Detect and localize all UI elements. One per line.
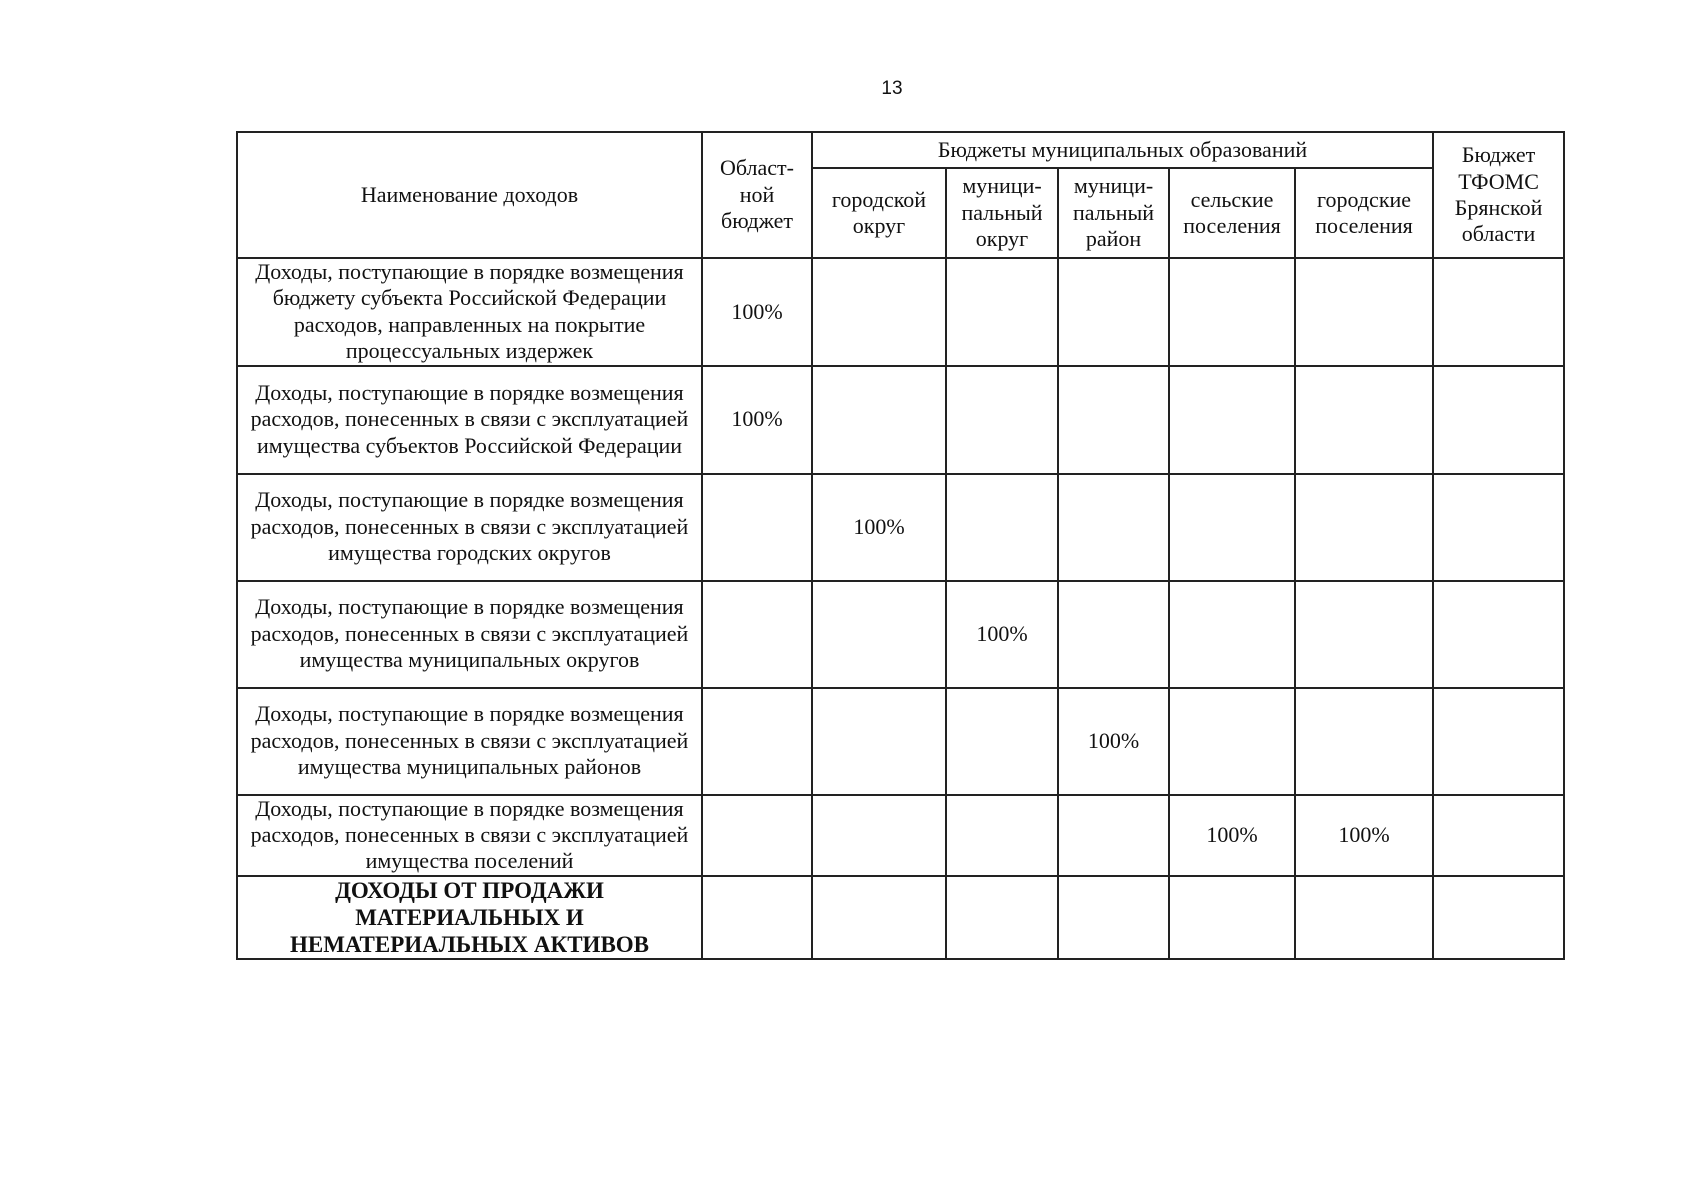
header-regional-budget: Област- ной бюджет xyxy=(702,132,812,258)
revenue-name-cell: Доходы, поступающие в порядке возмещения расходов, понесенных в связи с эксплуатацией имущества муниципальных районов xyxy=(237,688,702,795)
table-row xyxy=(237,688,1564,795)
share-cell xyxy=(1058,366,1169,474)
share-cell xyxy=(1295,581,1433,688)
share-cell xyxy=(1169,474,1295,581)
share-cell xyxy=(1058,876,1169,959)
revenue-name-cell: Доходы, поступающие в порядке возмещения расходов, понесенных в связи с эксплуатацией имущества субъектов Российской Федерации xyxy=(237,366,702,474)
share-cell xyxy=(1295,876,1433,959)
table-row xyxy=(237,366,1564,474)
share-cell xyxy=(1433,581,1564,688)
share-cell xyxy=(812,795,946,876)
share-cell xyxy=(1295,474,1433,581)
share-cell xyxy=(1169,581,1295,688)
revenue-name-cell: Доходы, поступающие в порядке возмещения расходов, понесенных в связи с эксплуатацией имущества городских округов xyxy=(237,474,702,581)
share-cell xyxy=(1433,258,1564,366)
share-cell xyxy=(1169,876,1295,959)
header-revenue-name: Наименование доходов xyxy=(237,132,702,258)
table-row xyxy=(237,795,1564,876)
share-cell xyxy=(812,688,946,795)
share-cell: 100% xyxy=(702,258,812,366)
revenue-distribution-table xyxy=(236,131,1565,960)
share-cell: 100% xyxy=(1169,795,1295,876)
table-row xyxy=(237,258,1564,366)
share-cell xyxy=(1433,688,1564,795)
page-number: 13 xyxy=(881,78,903,99)
share-cell: 100% xyxy=(946,581,1058,688)
header-municipal-budgets: Бюджеты муниципальных образований xyxy=(812,132,1433,168)
revenue-name-cell: Доходы, поступающие в порядке возмещения расходов, понесенных в связи с эксплуатацией имущества муниципальных округов xyxy=(237,581,702,688)
share-cell: 100% xyxy=(812,474,946,581)
share-cell xyxy=(1058,474,1169,581)
share-cell xyxy=(946,366,1058,474)
share-cell xyxy=(1295,258,1433,366)
share-cell xyxy=(1295,688,1433,795)
share-cell xyxy=(1433,795,1564,876)
share-cell: 100% xyxy=(702,366,812,474)
header-rural-settlements: сельские поселения xyxy=(1169,168,1295,258)
share-cell: 100% xyxy=(1058,688,1169,795)
header-city-district: городской округ xyxy=(812,168,946,258)
share-cell xyxy=(702,876,812,959)
revenue-name-cell: Доходы, поступающие в порядке возмещения расходов, понесенных в связи с эксплуатацией имущества поселений xyxy=(237,795,702,876)
share-cell: 100% xyxy=(1295,795,1433,876)
share-cell xyxy=(1169,366,1295,474)
table-row xyxy=(237,474,1564,581)
header-tfoms-budget: Бюджет ТФОМС Брянской области xyxy=(1433,132,1564,258)
revenue-name-cell: Доходы, поступающие в порядке возмещения бюджету субъекта Российской Федерации расходов, направленных на покрытие процессуальных издержек xyxy=(237,258,702,366)
share-cell xyxy=(946,688,1058,795)
table-row xyxy=(237,876,1564,959)
share-cell xyxy=(702,581,812,688)
table-row xyxy=(237,581,1564,688)
share-cell xyxy=(812,258,946,366)
share-cell xyxy=(702,688,812,795)
share-cell xyxy=(1058,581,1169,688)
share-cell xyxy=(1433,876,1564,959)
share-cell xyxy=(946,258,1058,366)
share-cell xyxy=(1058,258,1169,366)
share-cell xyxy=(1433,366,1564,474)
header-urban-settlements: городские поселения xyxy=(1295,168,1433,258)
share-cell xyxy=(946,474,1058,581)
share-cell xyxy=(812,366,946,474)
share-cell xyxy=(1433,474,1564,581)
share-cell xyxy=(946,795,1058,876)
header-municipal-region: муници- пальный район xyxy=(1058,168,1169,258)
share-cell xyxy=(1295,366,1433,474)
share-cell xyxy=(946,876,1058,959)
share-cell xyxy=(812,876,946,959)
share-cell xyxy=(702,474,812,581)
share-cell xyxy=(812,581,946,688)
share-cell xyxy=(1058,795,1169,876)
share-cell xyxy=(702,795,812,876)
header-municipal-district: муници- пальный округ xyxy=(946,168,1058,258)
share-cell xyxy=(1169,258,1295,366)
revenue-section-heading: ДОХОДЫ ОТ ПРОДАЖИ МАТЕРИАЛЬНЫХ И НЕМАТЕРИАЛЬНЫХ АКТИВОВ xyxy=(237,876,702,959)
share-cell xyxy=(1169,688,1295,795)
